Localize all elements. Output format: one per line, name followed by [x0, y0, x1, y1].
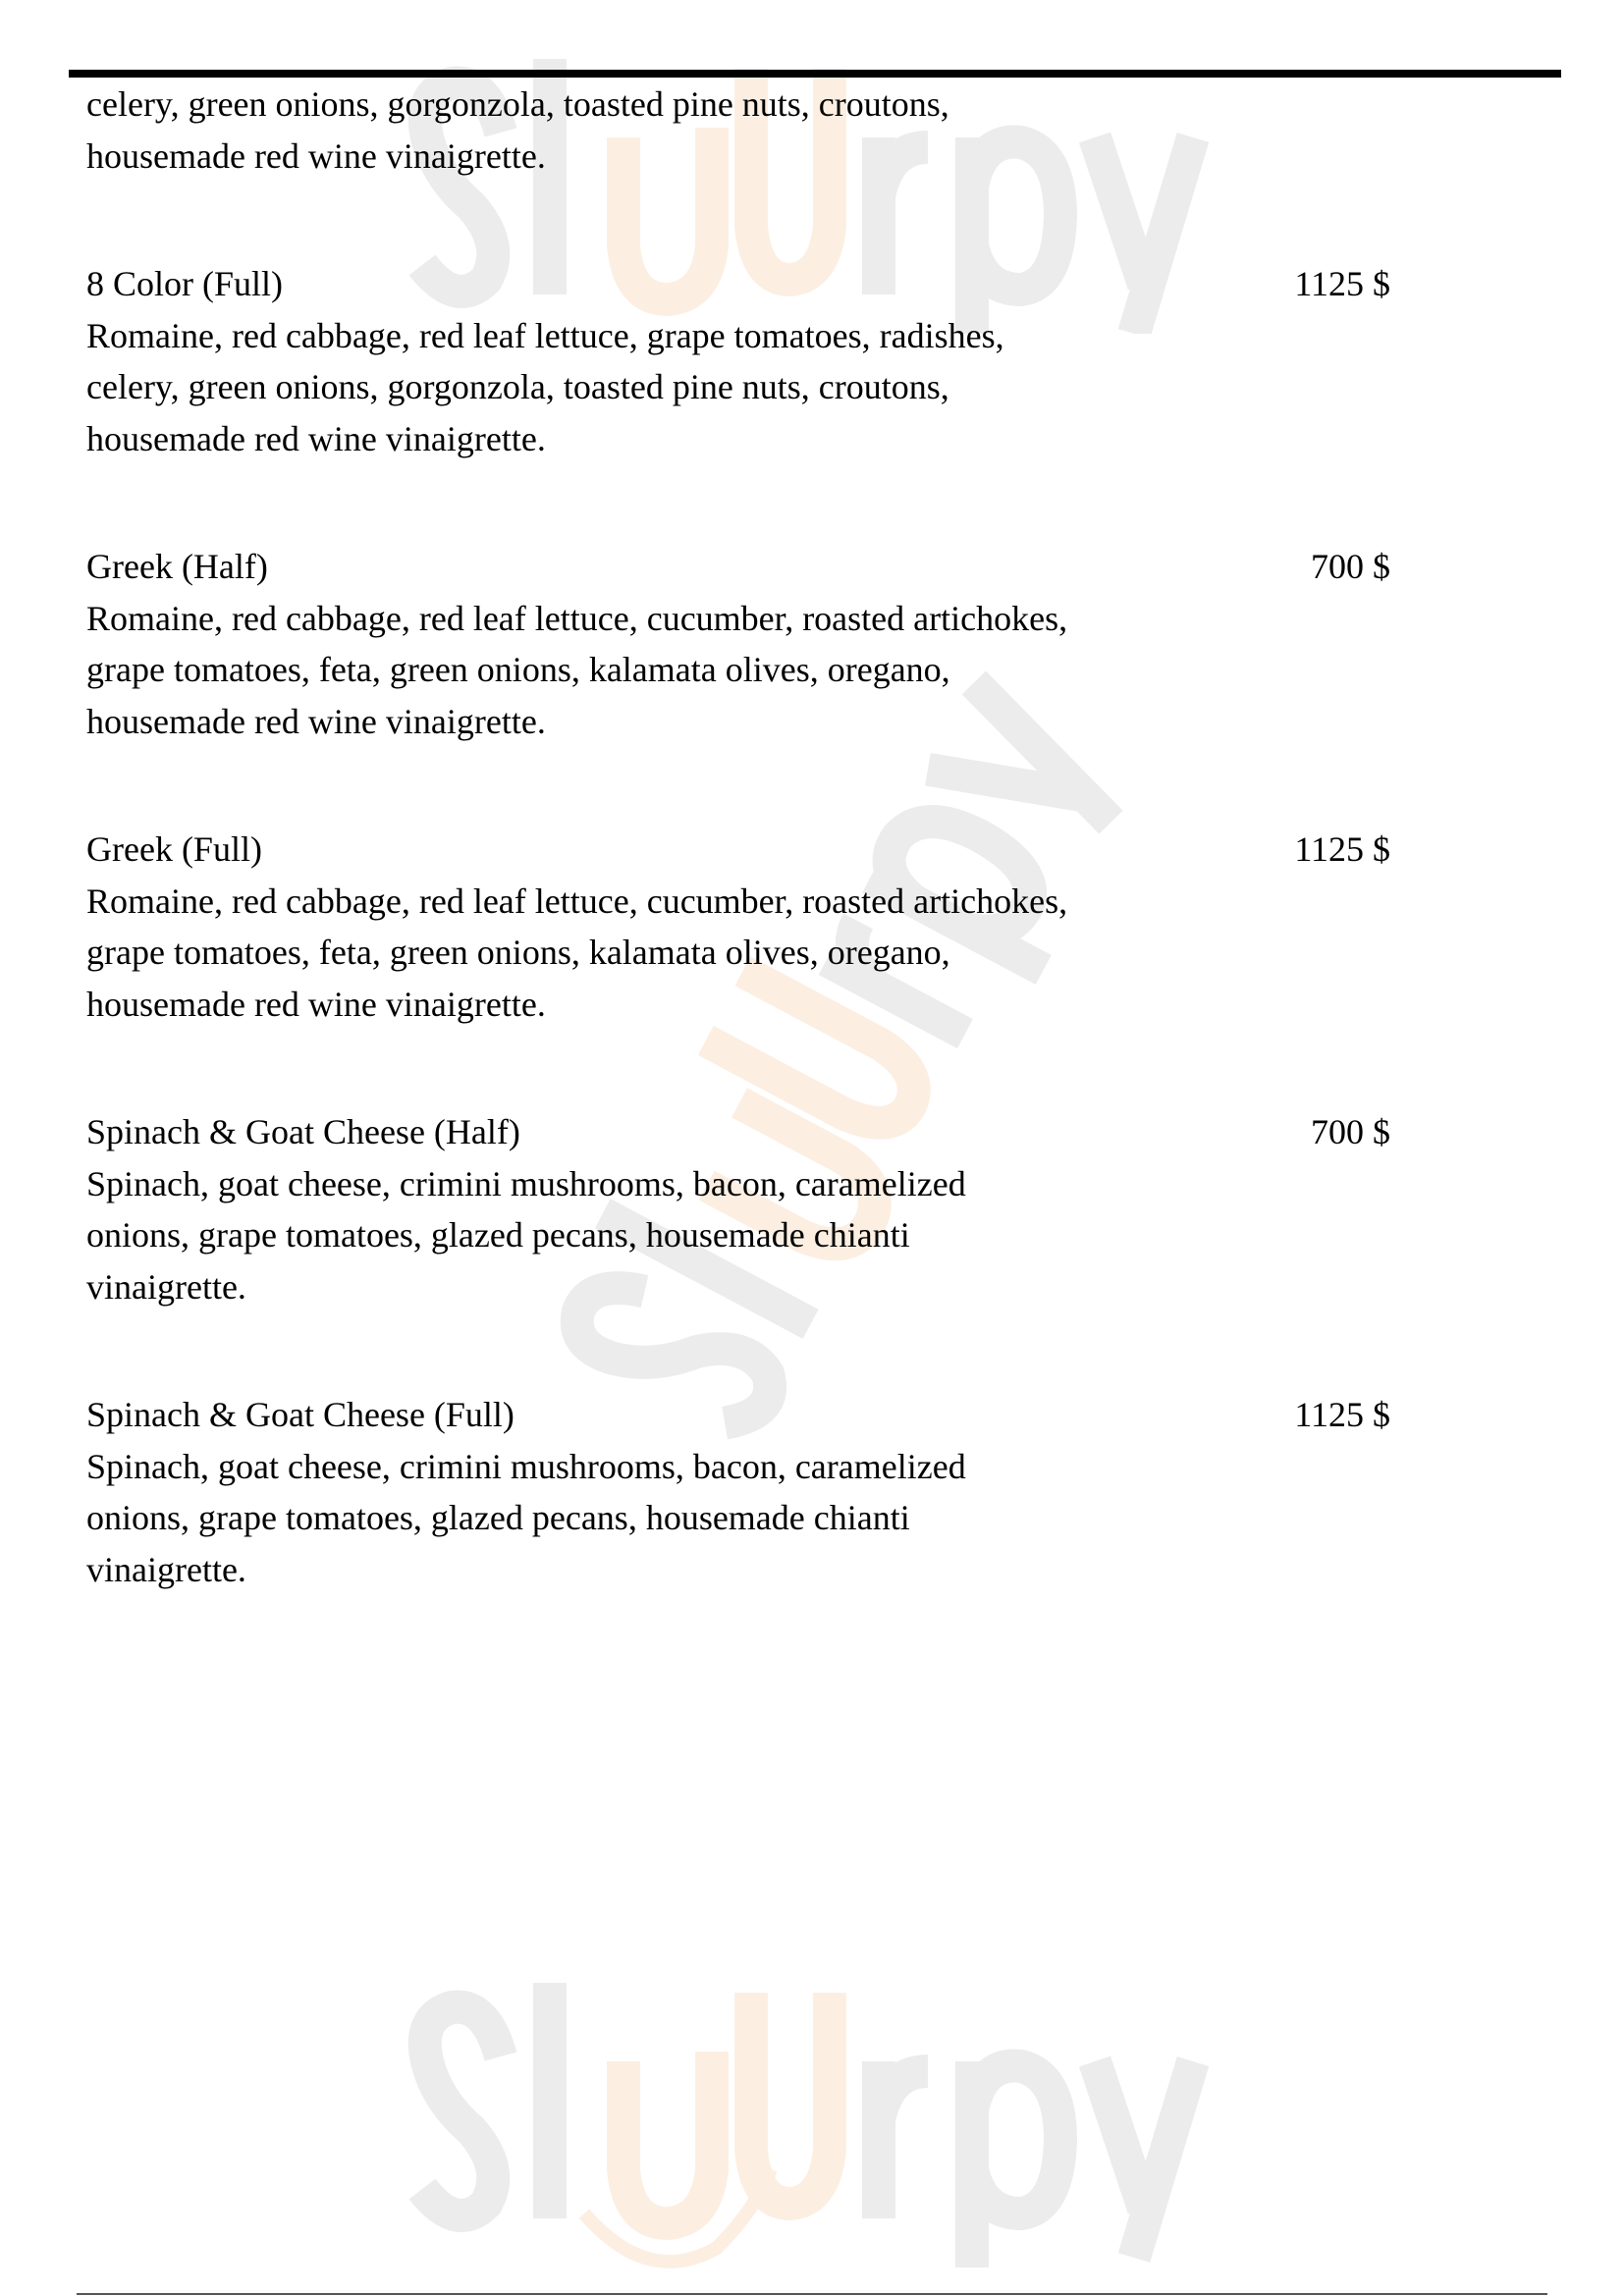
item-description-line: Spinach, goat cheese, crimini mushrooms, bacon, caramelized	[86, 1163, 966, 1203]
item-description-line: housemade red wine vinaigrette.	[86, 701, 546, 741]
item-description-line: onions, grape tomatoes, glazed pecans, housemade chianti	[86, 1498, 910, 1537]
item-description-line: Romaine, red cabbage, red leaf lettuce, cucumber, roasted artichokes,	[86, 598, 1068, 638]
item-name: Greek (Full)	[86, 829, 262, 869]
item-name: 8 Color (Full)	[86, 264, 284, 303]
top-divider	[69, 70, 1561, 78]
item-description-line: Spinach, goat cheese, crimini mushrooms, bacon, caramelized	[86, 1446, 966, 1486]
item-title-row	[86, 258, 1390, 310]
menu-item	[86, 1389, 1390, 1595]
menu-list	[86, 79, 1390, 1672]
item-description-line: celery, green onions, gorgonzola, toasted pine nuts, croutons,	[86, 367, 949, 406]
item-name: Spinach & Goat Cheese (Full)	[86, 1395, 514, 1434]
item-title-row	[86, 1106, 1390, 1158]
menu-item	[86, 541, 1390, 747]
item-description-line: housemade red wine vinaigrette.	[86, 418, 546, 458]
item-description-line: onions, grape tomatoes, glazed pecans, housemade chianti	[86, 1215, 910, 1255]
sluurpy-watermark-logo	[393, 1963, 1257, 2277]
item-title-row	[86, 824, 1390, 876]
item-price: 1125 $	[1294, 829, 1390, 869]
item-name: Greek (Half)	[86, 547, 268, 586]
item-price: 1125 $	[1294, 1395, 1390, 1434]
item-description-line: grape tomatoes, feta, green onions, kalamata olives, oregano,	[86, 933, 950, 972]
item-title-row	[86, 1389, 1390, 1441]
item-price: 1125 $	[1294, 264, 1390, 303]
bottom-divider	[77, 2293, 1547, 2295]
menu-item	[86, 824, 1390, 1030]
continued-item	[86, 79, 1390, 182]
item-description-line: Romaine, red cabbage, red leaf lettuce, grape tomatoes, radishes,	[86, 315, 1004, 355]
item-description-line: Romaine, red cabbage, red leaf lettuce, cucumber, roasted artichokes,	[86, 881, 1068, 921]
item-name: Spinach & Goat Cheese (Half)	[86, 1112, 520, 1151]
item-price: 700 $	[1311, 547, 1390, 586]
item-title-row	[86, 541, 1390, 593]
item-price: 700 $	[1311, 1112, 1390, 1151]
menu-item	[86, 258, 1390, 464]
item-description-line: celery, green onions, gorgonzola, toasted pine nuts, croutons,	[86, 84, 949, 124]
menu-item	[86, 1106, 1390, 1312]
item-description-line: housemade red wine vinaigrette.	[86, 984, 546, 1024]
item-description-line: grape tomatoes, feta, green onions, kalamata olives, oregano,	[86, 650, 950, 689]
item-description-line: housemade red wine vinaigrette.	[86, 135, 546, 176]
item-description-line: vinaigrette.	[86, 1549, 246, 1589]
item-description-line: vinaigrette.	[86, 1266, 246, 1307]
